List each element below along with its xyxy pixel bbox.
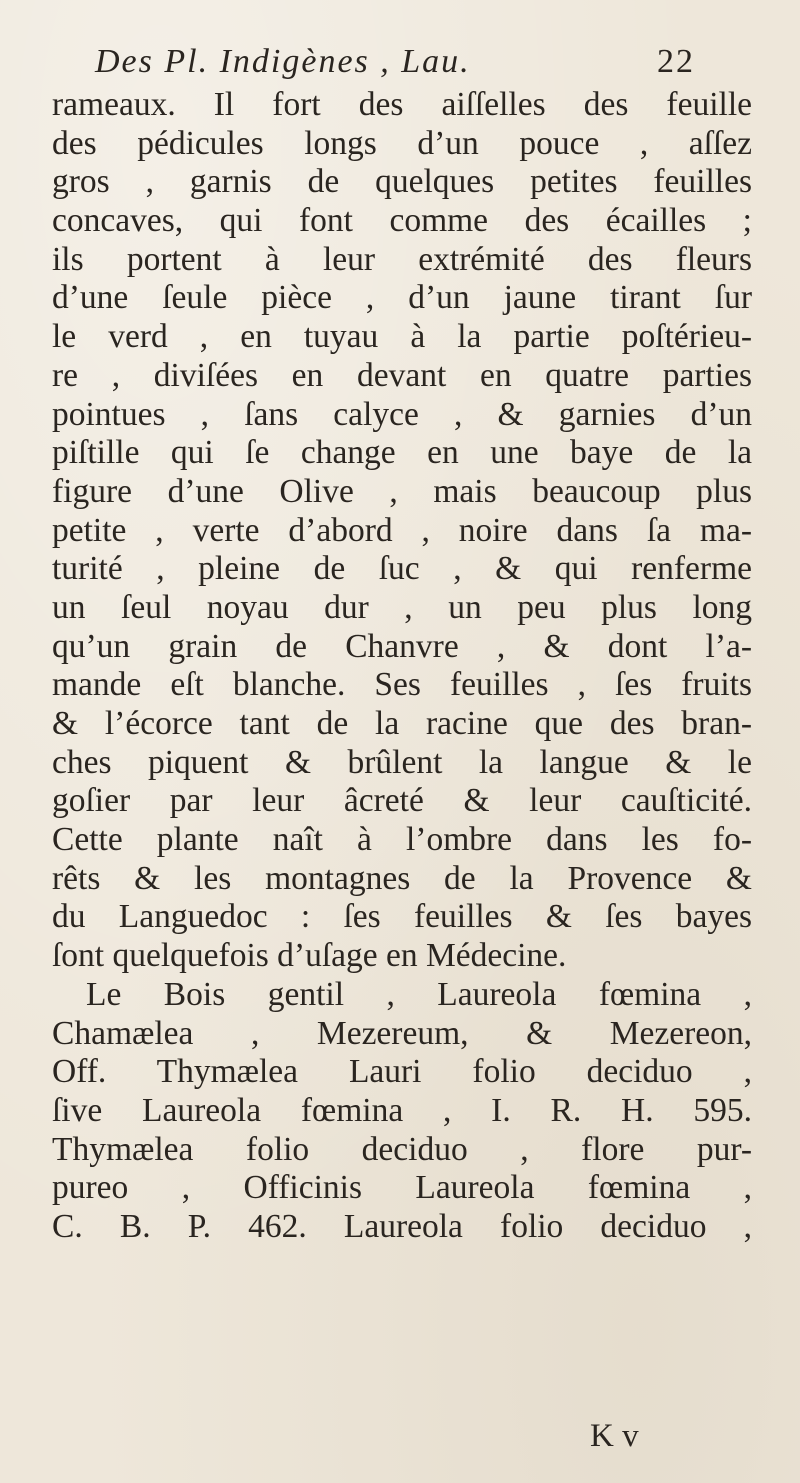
text-line: & l’écorce tant de la racine que des bran-: [52, 705, 752, 742]
text-line: un ſeul noyau dur , un peu plus long: [52, 588, 752, 626]
text-line: Cette plante naît à l’ombre dans les fo-: [52, 821, 752, 859]
text-line: rameaux. Il fort des aiſſelles des feuille: [52, 86, 752, 123]
text-line: d’une ſeule pièce , d’un jaune tirant ſur: [52, 279, 752, 317]
text-line: pointues , ſans calyce , & garnies d’un: [52, 395, 752, 433]
text-line: petite , verte d’abord , noire dans ſa ma-: [52, 511, 752, 549]
text-line: re , diviſées en devant en quatre parties: [52, 356, 752, 394]
text-line: Le Bois gentil , Laureola fœmina ,: [86, 975, 752, 1013]
running-head: [95, 40, 695, 84]
page-number: 22: [657, 43, 695, 80]
text-line: rêts & les montagnes de la Provence &: [52, 859, 752, 897]
text-line: ſive Laureola fœmina , I. R. H. 595.: [52, 1091, 752, 1129]
text-line: pureo , Officinis Laureola fœmina ,: [52, 1169, 752, 1207]
body-text: [52, 86, 752, 1247]
text-line: turité , pleine de ſuc , & qui renferme: [52, 550, 752, 588]
text-line: Thymælea folio deciduo , flore pur-: [52, 1130, 752, 1168]
text-line: ches piquent & brûlent la langue & le: [52, 743, 752, 781]
text-line: ſont quelquefois d’uſage en Médecine.: [52, 937, 567, 975]
text-line: concaves, qui font comme des écailles ;: [52, 202, 752, 240]
text-line: qu’un grain de Chanvre , & dont l’a-: [52, 627, 752, 665]
text-line: ils portent à leur extrémité des fleurs: [52, 240, 752, 278]
text-line: des pédicules longs d’un pouce , aſſez: [52, 124, 752, 162]
text-line: gros , garnis de quelques petites feuilles: [52, 163, 752, 201]
text-line: le verd , en tuyau à la partie poſtérieu-: [52, 318, 752, 356]
text-line: figure d’une Olive , mais beaucoup plus: [52, 472, 752, 510]
text-line: Chamælea , Mezereum, & Mezereon,: [52, 1014, 752, 1052]
text-line: goſier par leur âcreté & leur cauſticité.: [52, 782, 752, 820]
text-line: du Languedoc : ſes feuilles & ſes bayes: [52, 898, 752, 936]
text-line: C. B. P. 462. Laureola folio deciduo ,: [52, 1207, 752, 1245]
signature-mark: K v: [590, 1418, 639, 1454]
text-line: piſtille qui ſe change en une baye de la: [52, 434, 752, 472]
running-title: Des Pl. Indigènes , Lau.: [95, 43, 471, 80]
text-line: Off. Thymælea Lauri folio deciduo ,: [52, 1053, 752, 1091]
text-line: mande eſt blanche. Ses feuilles , ſes fruits: [52, 666, 752, 704]
